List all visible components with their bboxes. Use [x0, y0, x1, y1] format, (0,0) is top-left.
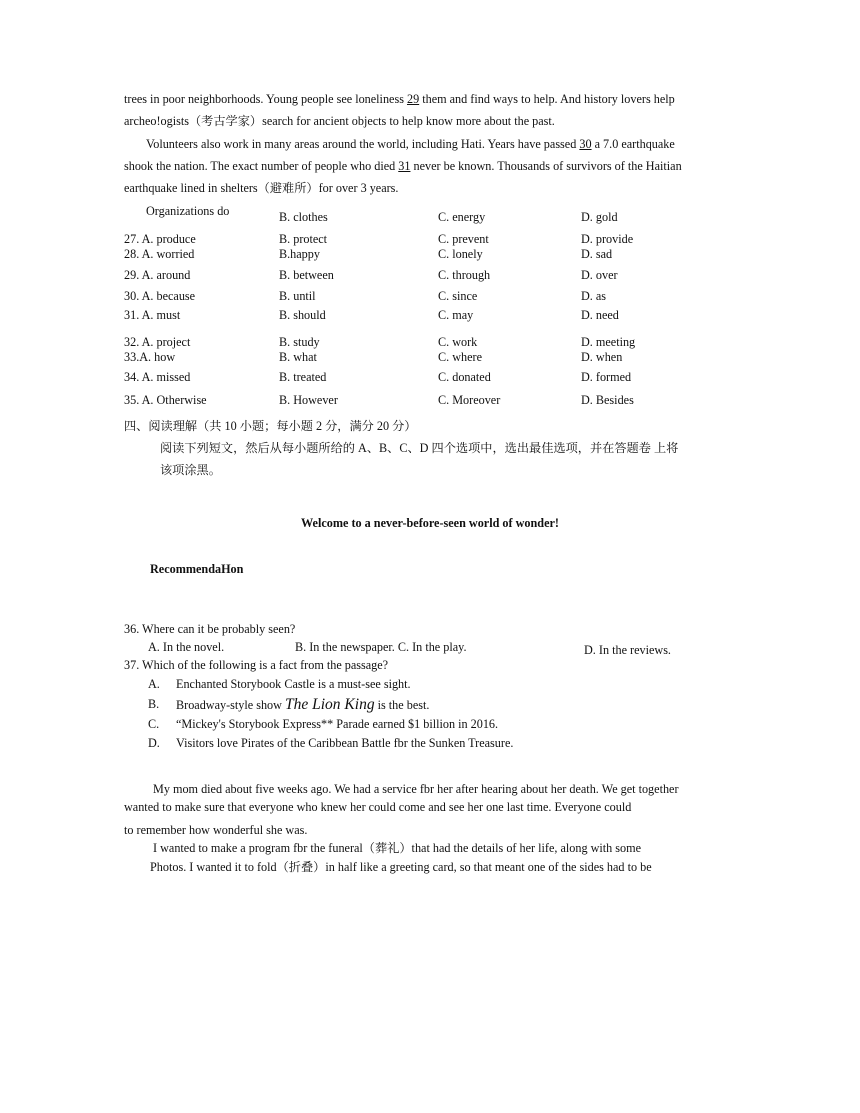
passage-line: I wanted to make a program fbr the funeral（葬礼）that had the details of her life, along with some: [153, 841, 642, 855]
option-d: D. formed: [581, 370, 632, 384]
option-c: C. since: [438, 289, 478, 303]
option-d: D. meeting: [581, 335, 636, 349]
passage-line: earthquake lined in shelters（避难所）for over 3 years.: [124, 181, 399, 195]
option-a: 28. A. worried: [124, 247, 195, 261]
passage-line: trees in poor neighborhoods. Young people see loneliness 29 them and find ways to help. And history lovers help: [124, 92, 675, 106]
option-d: D. as: [581, 289, 607, 303]
option-b: B. should: [279, 308, 326, 322]
blank-31: 31: [398, 159, 411, 173]
option-a: 35. A. Otherwise: [124, 393, 207, 407]
question-stem: 36. Where can it be probably seen?: [124, 622, 296, 636]
option-c: C. donated: [438, 370, 491, 384]
question-stem: 37. Which of the following is a fact from the passage?: [124, 658, 389, 672]
option-c: C. work: [438, 335, 478, 349]
option-c: C. where: [438, 350, 482, 364]
option-d: D. Besides: [581, 393, 634, 407]
option-b: B. what: [279, 350, 317, 364]
option-d: D. over: [581, 268, 618, 282]
option-b: B.happy: [279, 247, 320, 261]
answer-option: B. In the newspaper. C. In the play.: [295, 640, 467, 654]
option-b: B. study: [279, 335, 320, 349]
option-c: C. through: [438, 268, 491, 282]
option-b: B. protect: [279, 232, 328, 246]
passage-line: Organizations do: [146, 204, 230, 218]
option-b: B. between: [279, 268, 334, 282]
option-a: 31. A. must: [124, 308, 181, 322]
passage-line: shook the nation. The exact number of people who died 31 never be known. Thousands of survivors of the Haitian: [124, 159, 682, 173]
section-instructions: 阅读下列短文，然后从每小题所给的 A、B、C、D 四个选项中，选出最佳选项，并在答题卷 上将: [160, 441, 679, 455]
blank-30: 30: [579, 137, 592, 151]
passage-line: to remember how wonderful she was.: [124, 823, 308, 837]
passage-title: Welcome to a never-before-seen world of wonder!: [301, 516, 559, 530]
option-b: B. clothes: [279, 210, 328, 224]
option-a: 29. A. around: [124, 268, 191, 282]
option-c: C. prevent: [438, 232, 489, 246]
option-a: 30. A. because: [124, 289, 196, 303]
option-a: 32. A. project: [124, 335, 191, 349]
show-title: The Lion King: [285, 696, 375, 713]
option-a: 34. A. missed: [124, 370, 191, 384]
option-c: C. Moreover: [438, 393, 501, 407]
option-d: D. need: [581, 308, 619, 322]
blank-29: 29: [406, 92, 420, 106]
option-c: C. energy: [438, 210, 486, 224]
option-b: B. treated: [279, 370, 327, 384]
option-c: C. lonely: [438, 247, 483, 261]
option-a: 33.A. how: [124, 350, 176, 364]
passage-line: wanted to make sure that everyone who knew her could come and see her one last time. Everyone could: [124, 800, 632, 814]
option-c: C. may: [438, 308, 474, 322]
passage-line: archeo!ogists（考古学家）search for ancient objects to help know more about the past.: [124, 114, 555, 128]
section-instructions: 该项涂黑。: [160, 463, 221, 477]
answer-option: D. In the reviews.: [584, 643, 671, 657]
passage-line: Photos. I wanted it to fold（折叠）in half like a greeting card, so that meant one of the sides had to be: [150, 860, 652, 874]
section-heading: 四、阅读理解（共 10 小题；每小题 2 分，满分 20 分）: [124, 419, 417, 433]
passage-line: Volunteers also work in many areas around the world, including Hati. Years have passed 30 a 7.0 earthquake: [146, 137, 675, 151]
passage-line: My mom died about five weeks ago. We had a service fbr her after hearing about her death. We get together: [153, 782, 679, 796]
option-d: D. provide: [581, 232, 634, 246]
option-d: D. sad: [581, 247, 613, 261]
option-b: B. However: [279, 393, 338, 407]
option-d: D. when: [581, 350, 623, 364]
option-d: D. gold: [581, 210, 618, 224]
option-b: B. until: [279, 289, 316, 303]
answer-option: A. In the novel.: [148, 640, 225, 654]
passage-subtitle: RecommendaHon: [150, 562, 244, 576]
option-a: 27. A. produce: [124, 232, 196, 246]
